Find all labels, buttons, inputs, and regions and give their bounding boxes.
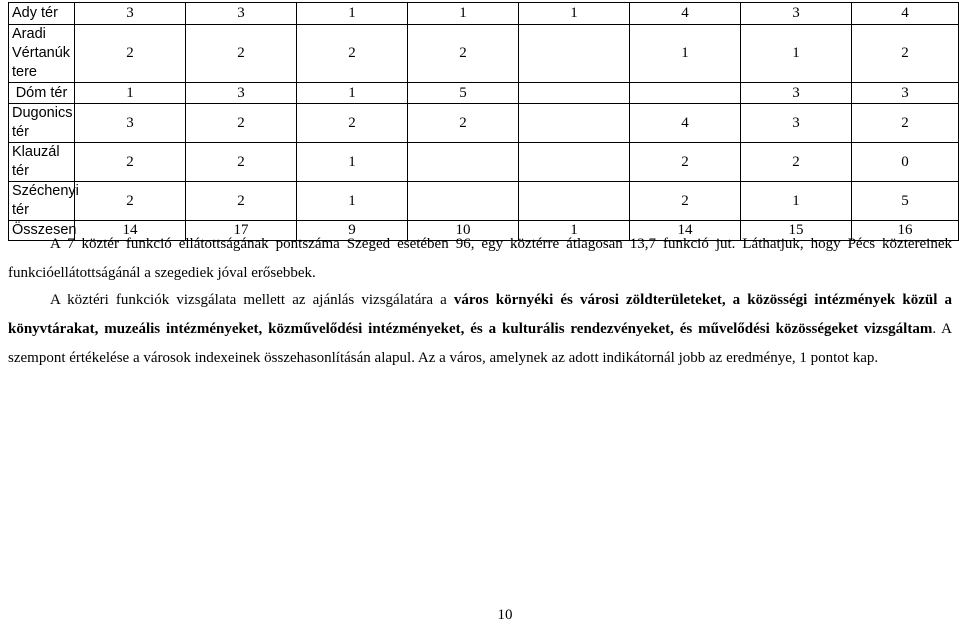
methodology-paragraph <box>8 286 952 373</box>
row-label: Klauzál tér <box>9 143 75 182</box>
table-cell: 14 <box>75 221 186 241</box>
table-cell: 1 <box>741 25 852 83</box>
table-cell: 15 <box>741 221 852 241</box>
table-cell: 4 <box>630 104 741 143</box>
table-cell: 2 <box>75 182 186 221</box>
table-cell: 1 <box>519 221 630 241</box>
table-cell: 1 <box>75 83 186 104</box>
table-cell: 1 <box>297 3 408 25</box>
table-cell: 4 <box>852 3 959 25</box>
table-cell: 1 <box>408 3 519 25</box>
row-label: Dóm tér <box>9 83 75 104</box>
methodology-text-end: . A szempont értékelése a városok indexeinek összehasonlításán alapul. Az a város, amelynek az adott indikátornál jobb az eredménye, 1 pontot kap. <box>8 321 952 366</box>
table-cell <box>408 143 519 182</box>
row-label: Aradi Vértanúk tere <box>9 25 75 83</box>
row-label: Ady tér <box>9 3 75 25</box>
table-cell: 2 <box>186 25 297 83</box>
table-cell: 2 <box>852 104 959 143</box>
table-cell: 14 <box>630 221 741 241</box>
table-cell: 1 <box>519 3 630 25</box>
table-cell <box>519 182 630 221</box>
table-row <box>9 25 959 83</box>
table-cell: 2 <box>75 25 186 83</box>
page-number: 10 <box>497 607 513 623</box>
table-cell: 3 <box>741 3 852 25</box>
table-cell <box>630 83 741 104</box>
table-cell: 5 <box>408 83 519 104</box>
table-cell: 3 <box>186 83 297 104</box>
table-cell: 10 <box>408 221 519 241</box>
methodology-text-start: A köztéri funkciók vizsgálata mellett az ajánlás vizsgálatára a <box>50 292 454 308</box>
table-cell <box>519 83 630 104</box>
table-cell: 3 <box>75 3 186 25</box>
table-cell: 17 <box>186 221 297 241</box>
table-cell: 2 <box>630 143 741 182</box>
table-cell: 3 <box>186 3 297 25</box>
table-cell <box>519 143 630 182</box>
summary-paragraph: A 7 köztér funkció ellátottságának pontszáma Szeged esetében 96, egy köztérre átlagosan 13,7 funkció jut. Láthatjuk, hogy Pécs köztereinek funkcióellátottságánál a szegediek jóval erősebbek. <box>8 236 952 281</box>
row-label: Dugonics tér <box>9 104 75 143</box>
table-cell: 9 <box>297 221 408 241</box>
table-cell: 1 <box>630 25 741 83</box>
table-cell: 2 <box>75 143 186 182</box>
table-cell: 3 <box>852 83 959 104</box>
table-cell: 2 <box>297 104 408 143</box>
table-cell: 3 <box>741 83 852 104</box>
table-cell: 3 <box>741 104 852 143</box>
table-cell: 2 <box>186 104 297 143</box>
methodology-text-bold: város környéki és városi zöldterületeket, a közösségi intézmények közül a könyvtárakat, muzeális intézményeket, közművelődési intézményeket, és a kulturális rendezvényeket, és művelődési közösségeket vizsgáltam <box>8 292 952 337</box>
table-cell: 2 <box>741 143 852 182</box>
table-cell: 2 <box>852 25 959 83</box>
table-row <box>9 104 959 143</box>
table-cell: 1 <box>297 182 408 221</box>
table-row <box>9 143 959 182</box>
table-cell: 3 <box>75 104 186 143</box>
table-cell: 2 <box>630 182 741 221</box>
table-cell: 2 <box>186 143 297 182</box>
table-cell: 0 <box>852 143 959 182</box>
table-cell: 16 <box>852 221 959 241</box>
table-cell: 1 <box>297 83 408 104</box>
table-cell: 1 <box>741 182 852 221</box>
table-cell: 2 <box>297 25 408 83</box>
table-cell: 2 <box>408 25 519 83</box>
scores-table <box>8 2 959 241</box>
row-label: Széchenyi tér <box>9 182 75 221</box>
row-label: Összesen <box>9 221 75 241</box>
table-cell: 4 <box>630 3 741 25</box>
table-cell <box>519 25 630 83</box>
table-cell: 2 <box>186 182 297 221</box>
table-row <box>9 83 959 104</box>
table-cell: 1 <box>297 143 408 182</box>
table-cell: 5 <box>852 182 959 221</box>
table-cell: 2 <box>408 104 519 143</box>
table-cell <box>408 182 519 221</box>
table-row <box>9 3 959 25</box>
table-row <box>9 182 959 221</box>
table-cell <box>519 104 630 143</box>
